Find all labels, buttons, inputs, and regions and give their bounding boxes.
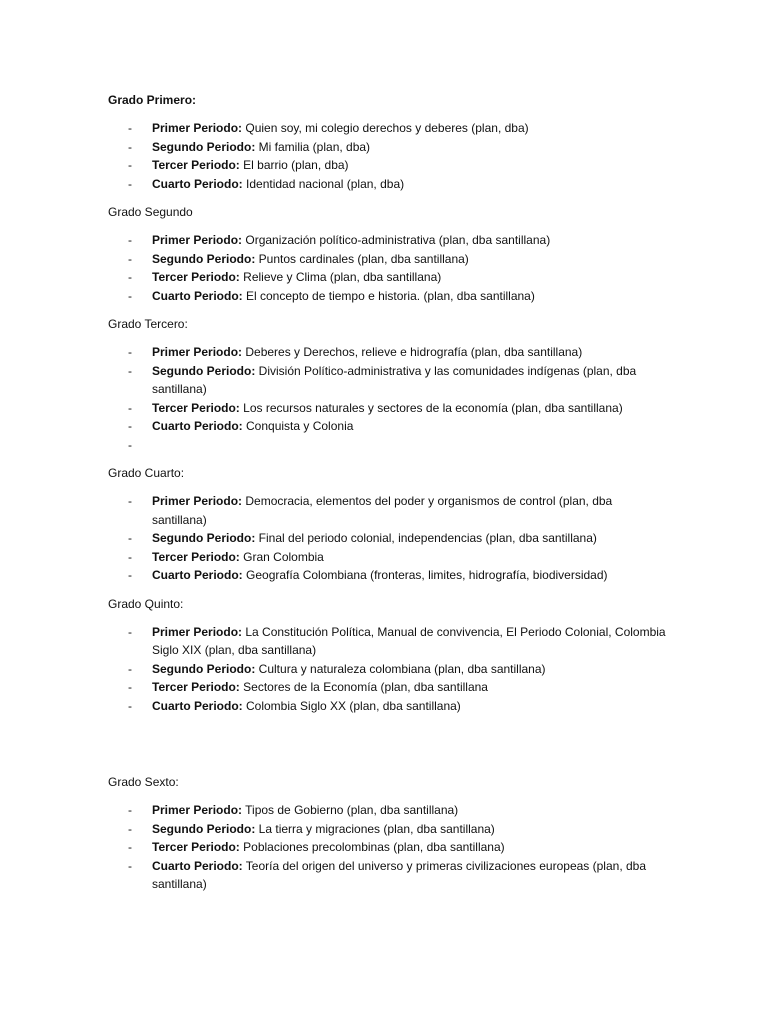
period-text: El barrio (plan, dba) [239,158,349,172]
list-item [108,492,668,529]
list-item [108,138,668,157]
section-title-grado-primero: Grado Primero: [108,93,197,107]
list-item [108,801,668,820]
period-text: Conquista y Colonia [242,419,354,433]
period-label: Tercer Periodo: [152,840,240,854]
list-item [108,820,668,839]
period-label: Primer Periodo: [152,494,243,508]
section-title-grado-segundo: Grado Segundo [108,205,193,219]
list-item [108,566,668,585]
list-item [108,399,668,418]
list-item [108,838,668,857]
period-text: Mi familia (plan, dba) [255,139,371,154]
period-list-grado-segundo [108,231,668,305]
period-label: Tercer Periodo: [152,400,240,415]
period-label: Tercer Periodo: [152,158,240,172]
period-text: La Constitución Política, Manual de convivencia, El Periodo Colonial, Colombia Siglo XIX (plan, dba santillana) [152,624,666,657]
bullet-dash: - [128,158,132,172]
list-item [108,417,668,436]
section-title-grado-cuarto: Grado Cuarto: [108,466,185,480]
period-text: Organización político-administrativa (plan, dba santillana) [242,233,551,247]
bullet-dash: - [128,233,132,247]
period-text: Colombia Siglo XX (plan, dba santillana) [242,698,461,713]
section-title-grado-sexto: Grado Sexto: [108,775,179,789]
period-list-grado-cuarto [108,492,668,585]
period-label: Segundo Periodo: [152,139,256,154]
period-list-grado-primero [108,119,668,193]
bullet-dash: - [128,139,132,154]
period-label: Cuarto Periodo: [152,698,243,713]
bullet-dash: - [128,400,132,415]
blank-spacer [108,725,668,773]
period-label: Tercer Periodo: [152,270,240,284]
bullet-dash: - [128,437,132,452]
section-title-grado-tercero: Grado Tercero: [108,317,188,331]
period-text: Relieve y Clima (plan, dba santillana) [239,270,442,284]
period-text: Los recursos naturales y sectores de la economía (plan, dba santillana) [239,400,623,415]
bullet-dash: - [128,270,132,284]
list-item [108,678,668,697]
period-text: Sectores de la Economía (plan, dba santillana [239,680,488,694]
list-item [108,697,668,716]
period-label: Segundo Periodo: [152,531,256,545]
period-label: Segundo Periodo: [152,821,256,836]
list-item [108,529,668,548]
bullet-dash: - [128,121,132,135]
period-label: Cuarto Periodo: [152,858,243,873]
period-text: Geografía Colombiana (fronteras, limites, hidrografía, biodiversidad) [242,568,608,582]
bullet-dash: - [128,840,132,854]
period-label: Segundo Periodo: [152,363,256,378]
bullet-dash: - [128,419,132,433]
bullet-dash: - [128,858,132,873]
list-item [108,268,668,287]
period-text: Final del periodo colonial, independencias (plan, dba santillana) [255,531,597,545]
bullet-dash: - [128,494,132,508]
list-item [108,857,668,894]
period-text: Deberes y Derechos, relieve e hidrografía (plan, dba santillana) [242,345,583,359]
period-label: Primer Periodo: [152,233,243,247]
bullet-dash: - [128,176,132,191]
bullet-dash: - [128,821,132,836]
period-label: Segundo Periodo: [152,661,256,676]
list-item [108,156,668,175]
period-label: Tercer Periodo: [152,680,240,694]
bullet-dash: - [128,568,132,582]
list-item [108,231,668,250]
bullet-dash: - [128,345,132,359]
bullet-dash: - [128,680,132,694]
period-label: Primer Periodo: [152,803,243,817]
list-item [108,548,668,567]
list-item [108,119,668,138]
period-list-grado-quinto [108,623,668,716]
bullet-dash: - [128,549,132,564]
period-text: El concepto de tiempo e historia. (plan, dba santillana) [242,288,535,303]
period-label: Primer Periodo: [152,624,243,639]
period-list-grado-tercero [108,343,668,454]
period-label: Tercer Periodo: [152,549,240,564]
period-label: Cuarto Periodo: [152,176,243,191]
bullet-dash: - [128,661,132,676]
list-item [108,175,668,194]
bullet-dash: - [128,803,132,817]
period-text: Gran Colombia [239,549,324,564]
period-label: Segundo Periodo: [152,251,256,266]
list-item [108,362,668,399]
period-text: Puntos cardinales (plan, dba santillana) [255,251,469,266]
list-item [108,250,668,269]
section-title-grado-quinto: Grado Quinto: [108,596,184,611]
list-item [108,623,668,660]
period-text: Tipos de Gobierno (plan, dba santillana) [242,803,459,817]
bullet-dash: - [128,698,132,713]
period-text: Quien soy, mi colegio derechos y deberes (plan, dba) [242,121,529,135]
period-list-grado-sexto [108,801,668,894]
bullet-dash: - [128,288,132,303]
period-text: Democracia, elementos del poder y organismos de control (plan, dba santillana) [152,494,613,527]
period-text: Poblaciones precolombinas (plan, dba santillana) [239,840,505,854]
period-label: Primer Periodo: [152,121,243,135]
period-label: Cuarto Periodo: [152,288,243,303]
period-label: Cuarto Periodo: [152,568,243,582]
period-label: Primer Periodo: [152,345,243,359]
bullet-dash: - [128,531,132,545]
document-body [108,91,668,904]
bullet-dash: - [128,363,132,378]
list-item [108,287,668,306]
list-item-empty [108,436,668,455]
period-text: División Político-administrativa y las comunidades indígenas (plan, dba santillana) [152,363,637,396]
period-label: Cuarto Periodo: [152,419,243,433]
list-item [108,343,668,362]
period-text: Identidad nacional (plan, dba) [242,176,405,191]
period-text: Teoría del origen del universo y primeras civilizaciones europeas (plan, dba santillana) [152,858,647,891]
period-text: Cultura y naturaleza colombiana (plan, dba santillana) [255,661,546,676]
period-text: La tierra y migraciones (plan, dba santillana) [255,821,495,836]
bullet-dash: - [128,624,132,639]
list-item [108,660,668,679]
bullet-dash: - [128,251,132,266]
